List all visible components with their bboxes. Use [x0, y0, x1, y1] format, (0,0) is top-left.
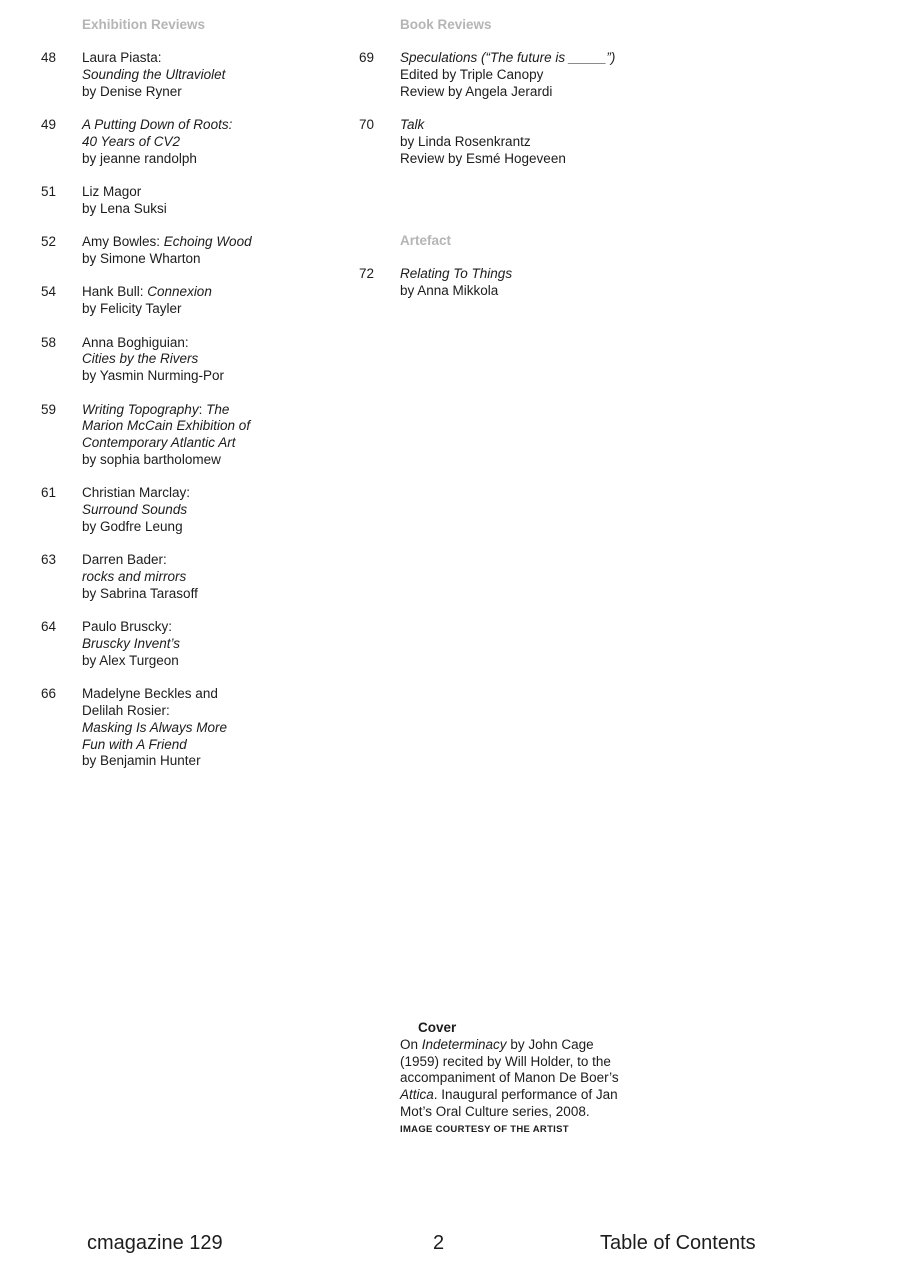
entry-text-fragment: Indeterminacy [421, 1036, 507, 1052]
page-number: 72 [358, 266, 374, 281]
entry-line [82, 335, 252, 352]
entry-title [82, 50, 252, 100]
entry-text-fragment: Darren Bader: [82, 552, 167, 568]
page-number: 51 [40, 183, 56, 199]
entry-text-fragment: Talk [400, 116, 425, 132]
entry-text-fragment: by Godfre Leung [82, 518, 183, 534]
page-number: 69 [358, 50, 374, 65]
page-number: 54 [40, 284, 56, 300]
entry-line [82, 485, 252, 502]
toc-entry [358, 50, 616, 100]
caption-line [400, 1087, 640, 1104]
entry-text-fragment: rocks and mirrors [82, 569, 187, 585]
image-credit: IMAGE COURTESY OF THE ARTIST [400, 1123, 569, 1135]
page-number: 49 [40, 116, 56, 132]
entry-text-fragment: Madelyne Beckles and [82, 686, 218, 702]
page-number: 58 [40, 334, 56, 350]
footer-section-title: Table of Contents [600, 1232, 756, 1254]
page-number: 48 [40, 50, 56, 65]
entry-text-fragment: Surround Sounds [82, 502, 188, 518]
entry-line [82, 703, 252, 720]
entry-text-fragment: Connexion [147, 284, 212, 300]
page-number: 64 [40, 619, 56, 635]
entry-text-fragment: Marion McCain Exhibition of [82, 418, 251, 434]
book-reviews-list [358, 50, 616, 167]
entry-text-fragment: Review by Angela Jerardi [400, 83, 553, 99]
entry-line [82, 402, 252, 419]
entry-line [82, 201, 252, 218]
entry-text-fragment: The [206, 401, 230, 417]
entry-line [82, 435, 252, 452]
entry-text-fragment: Fun with A Friend [82, 736, 187, 752]
entry-text-fragment: by Benjamin Hunter [82, 753, 201, 769]
entry-line [82, 134, 252, 151]
entry-title [82, 117, 252, 167]
entry-line [82, 753, 252, 770]
toc-entry [358, 116, 615, 167]
entry-text-fragment: A Putting Down of Roots: [82, 116, 233, 132]
entry-text-fragment: by Lena Suksi [82, 200, 167, 216]
entry-line [82, 151, 252, 168]
toc-entry [40, 183, 252, 218]
entry-title [82, 686, 252, 770]
entry-title [82, 619, 252, 669]
entry-line [82, 653, 252, 670]
entry-line [400, 134, 615, 151]
entry-line [400, 266, 512, 283]
entry-text-fragment: by Sabrina Tarasoff [82, 585, 198, 601]
entry-line [82, 569, 252, 586]
page-number: 70 [358, 116, 374, 132]
entry-text-fragment: 40 Years of CV2 [82, 133, 181, 149]
entry-text-fragment: Writing Topography [82, 401, 199, 417]
entry-text-fragment: by Yasmin Nurming-Por [82, 368, 225, 384]
entry-text-fragment: Masking Is Always More [82, 719, 228, 735]
entry-text-fragment: Edited by Triple Canopy [400, 66, 544, 82]
entry-text-fragment: Speculations (“The future is _____”) [400, 50, 616, 65]
entry-line [82, 67, 252, 84]
exhibition-reviews-heading: Exhibition Reviews [82, 17, 206, 32]
entry-text-fragment: Mot’s Oral Culture series, 2008. [400, 1103, 590, 1119]
caption-line [400, 1104, 640, 1121]
entry-line [82, 502, 252, 519]
entry-line [82, 251, 252, 268]
page-number: 59 [40, 401, 56, 417]
toc-entry [40, 284, 252, 318]
entry-text-fragment: Hank Bull: [82, 284, 148, 300]
toc-entry [40, 686, 252, 770]
entry-text-fragment: by Anna Mikkola [400, 282, 499, 298]
page-number: 63 [40, 552, 56, 568]
entry-line [82, 636, 252, 653]
entry-line [82, 737, 252, 754]
entry-line [82, 552, 252, 569]
entry-text-fragment: (1959) recited by Will Holder, to the [400, 1053, 611, 1069]
entry-text-fragment: Paulo Bruscky: [82, 619, 173, 635]
cover-caption [400, 1020, 640, 1139]
toc-entry [40, 485, 252, 535]
artefact-list [358, 266, 513, 300]
entry-title [82, 485, 252, 535]
entry-title [82, 284, 252, 318]
caption-line [400, 1054, 640, 1071]
caption-line [400, 1070, 640, 1087]
entry-line [82, 84, 252, 101]
caption-line [400, 1037, 640, 1054]
entry-line [400, 84, 615, 101]
page-number: 66 [40, 686, 56, 702]
entry-line [82, 234, 252, 251]
entry-title [82, 335, 252, 385]
entry-line [82, 284, 252, 301]
entry-text-fragment: . Inaugural performance of Jan [433, 1087, 618, 1103]
entry-line [400, 283, 512, 300]
entry-text-fragment: by Felicity Tayler [82, 301, 182, 317]
entry-text-fragment: Laura Piasta: [82, 50, 162, 65]
entry-text-fragment: by jeanne randolph [82, 150, 197, 166]
entry-line [400, 151, 615, 168]
entry-title [82, 184, 252, 218]
entry-text-fragment: accompaniment of Manon De Boer’s [400, 1070, 619, 1086]
entry-line [82, 619, 252, 636]
entry-title [400, 50, 615, 100]
cover-title: Cover [418, 1020, 457, 1035]
page-number: 61 [40, 485, 56, 501]
entry-title [82, 402, 252, 469]
entry-text-fragment: Cities by the Rivers [82, 351, 199, 367]
toc-entry [40, 50, 252, 100]
entry-text-fragment: Contemporary Atlantic Art [82, 435, 236, 451]
entry-line [82, 351, 252, 368]
entry-line [82, 720, 252, 737]
entry-text-fragment: Amy Bowles: [82, 234, 164, 250]
cover-caption-text [400, 1037, 640, 1121]
entry-text-fragment: by Linda Rosenkrantz [400, 133, 531, 149]
entry-line [400, 50, 615, 67]
entry-line [82, 50, 252, 67]
footer-page-number: 2 [433, 1232, 445, 1254]
entry-title [400, 266, 512, 300]
entry-text-fragment: by Denise Ryner [82, 83, 182, 99]
entry-line [82, 301, 252, 318]
entry-text-fragment: by Alex Turgeon [82, 652, 179, 668]
entry-text-fragment: Bruscky Invent’s [82, 636, 181, 652]
entry-line [82, 117, 252, 134]
entry-line [82, 586, 252, 603]
entry-text-fragment: Attica [400, 1087, 434, 1103]
entry-text-fragment: Review by Esmé Hogeveen [400, 150, 566, 166]
toc-entry [40, 401, 252, 469]
entry-text-fragment: Echoing Wood [163, 234, 252, 250]
toc-entry [358, 266, 513, 300]
entry-title [82, 552, 252, 602]
entry-text-fragment: by sophia bartholomew [82, 451, 221, 467]
toc-entry [40, 116, 252, 167]
entry-title [82, 234, 252, 268]
entry-text-fragment: Liz Magor [82, 183, 142, 199]
entry-line [82, 686, 252, 703]
entry-line [82, 418, 252, 435]
entry-line [82, 184, 252, 201]
toc-entry [40, 552, 252, 602]
exhibition-reviews-list [40, 50, 252, 770]
entry-text-fragment: Delilah Rosier: [82, 703, 170, 719]
artefact-heading: Artefact [400, 233, 452, 248]
entry-text-fragment: by Simone Wharton [82, 250, 201, 266]
book-reviews-heading: Book Reviews [400, 17, 492, 32]
entry-text-fragment: On [400, 1036, 422, 1052]
entry-line [82, 452, 252, 469]
entry-text-fragment: by John Cage [506, 1036, 594, 1052]
entry-text-fragment: Relating To Things [400, 266, 513, 281]
toc-entry [40, 619, 252, 669]
toc-entry [40, 234, 252, 268]
entry-line [82, 368, 252, 385]
entry-title [400, 117, 615, 167]
entry-line [400, 117, 615, 134]
toc-entry [40, 334, 252, 385]
entry-line [82, 519, 252, 536]
entry-text-fragment: Sounding the Ultraviolet [82, 66, 226, 82]
entry-line [400, 67, 615, 84]
entry-text-fragment: Christian Marclay: [82, 485, 191, 501]
footer-magazine-issue: cmagazine 129 [87, 1232, 223, 1254]
page-number: 52 [40, 234, 56, 250]
entry-text-fragment: : [198, 401, 207, 417]
entry-text-fragment: Anna Boghiguian: [82, 334, 189, 350]
